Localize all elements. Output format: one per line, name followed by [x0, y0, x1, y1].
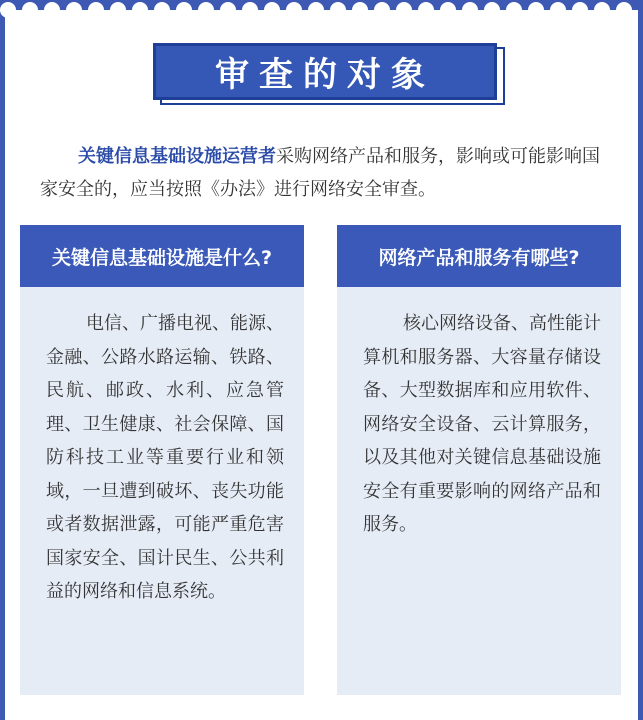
card-critical-infrastructure	[20, 225, 304, 695]
card-heading: 网络产品和服务有哪些?	[337, 225, 621, 287]
intro-text: 采购网络产品和服务，影响或可能影响国家安全的，应当按照《办法》进行网络安全审查。	[40, 146, 600, 200]
card-network-products	[337, 225, 621, 695]
intro-highlight: 关键信息基础设施运营者	[78, 146, 276, 167]
card-body: 电信、广播电视、能源、金融、公路水路运输、铁路、民航、邮政、水利、应急管理、卫生健康、社会保障、国防科技工业等重要行业和领域，一旦遭到破坏、丧失功能或者数据泄露，可能严重危害国家安全、国计民生、公共利益的网络和信息系统。	[46, 313, 284, 602]
intro-paragraph	[40, 140, 610, 206]
card-heading: 关键信息基础设施是什么?	[20, 225, 304, 287]
title-banner	[153, 43, 497, 100]
page-title: 审查的对象	[215, 55, 435, 95]
card-body: 核心网络设备、高性能计算机和服务器、大容量存储设备、大型数据库和应用软件、网络安全设备、云计算服务，以及其他对关键信息基础设施安全有重要影响的网络产品和服务。	[363, 313, 601, 535]
